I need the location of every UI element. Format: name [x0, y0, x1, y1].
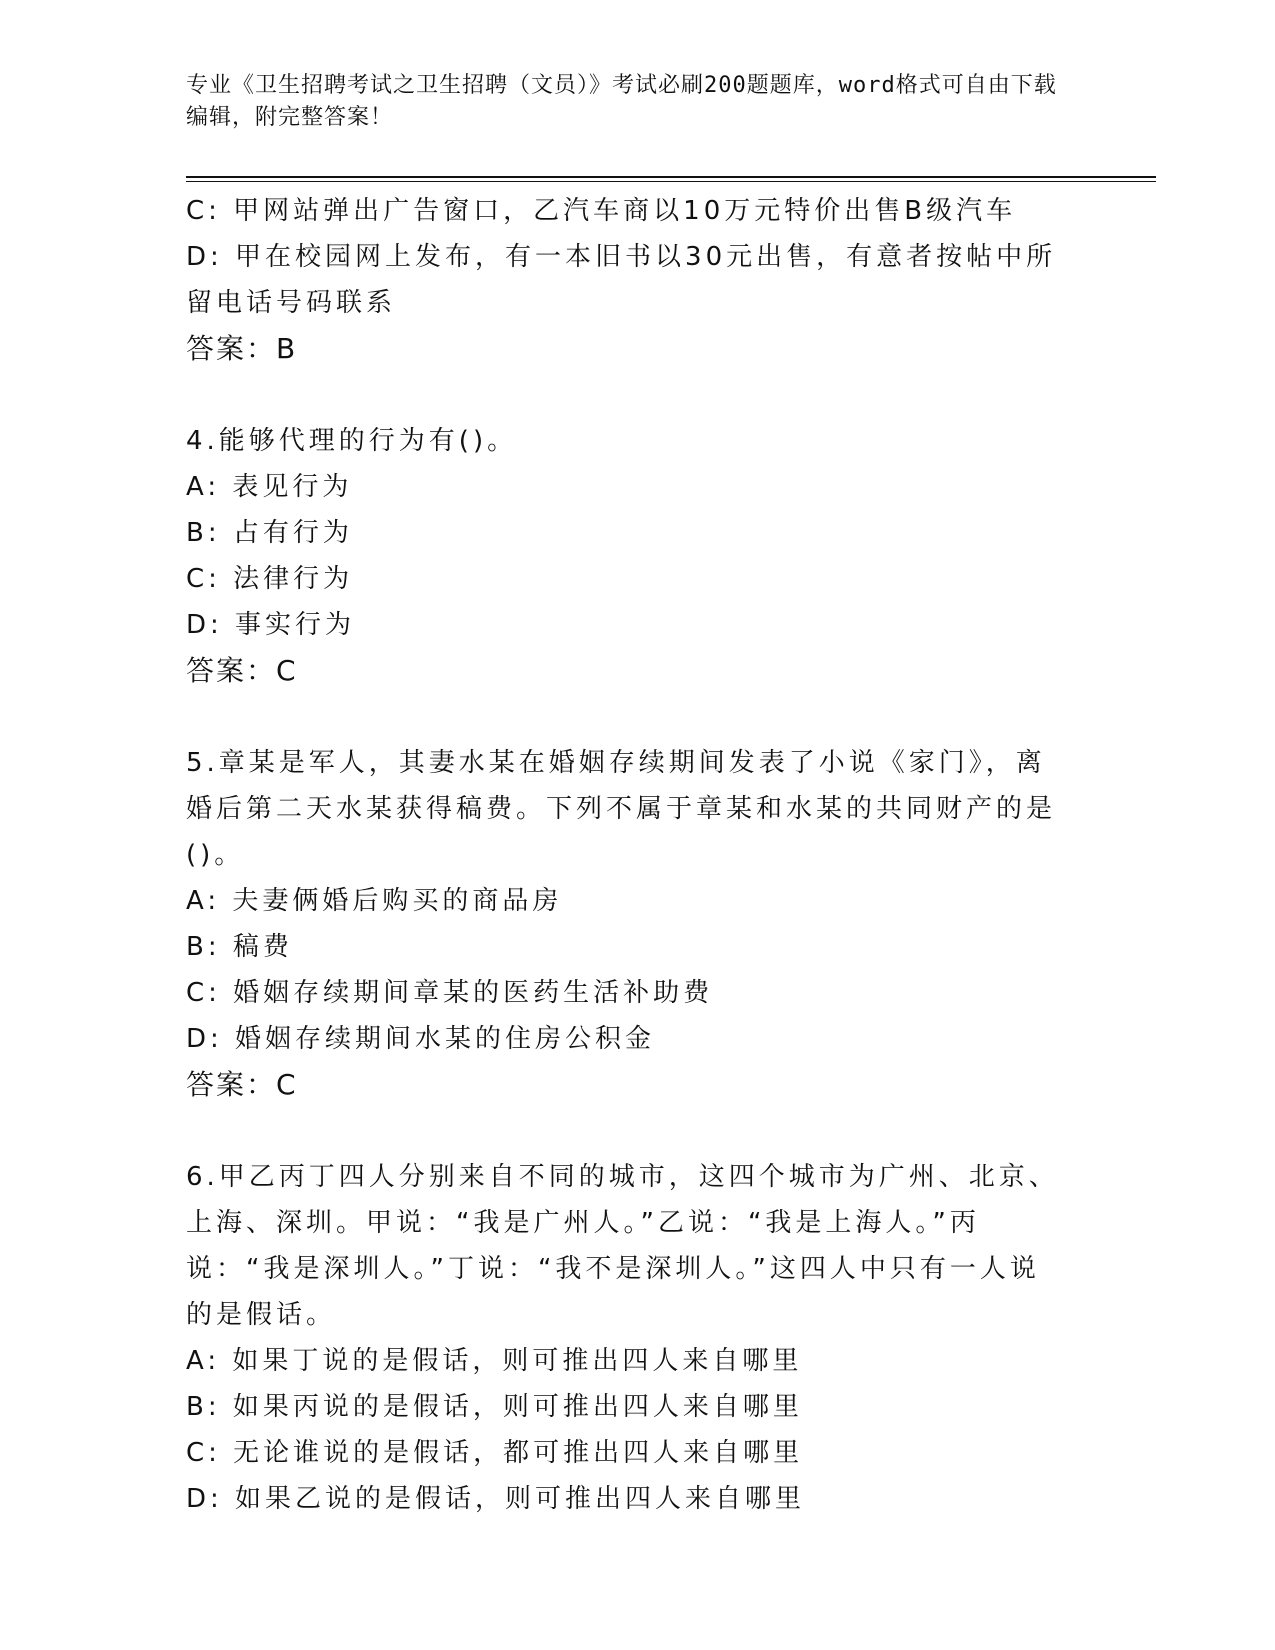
question-stem: 4.能够代理的行为有()。	[186, 426, 518, 456]
spacer	[186, 372, 1066, 418]
option-a: A: 如果丁说的是假话，则可推出四人来自哪里	[186, 1346, 803, 1376]
answer-line: 答案：C	[186, 1068, 298, 1101]
option-a: A: 表见行为	[186, 472, 353, 502]
header-divider-thick	[186, 176, 1156, 178]
option-c: C: 法律行为	[186, 564, 354, 594]
option-d: D: 甲在校园网上发布，有一本旧书以30元出售，有意者按帖中所留电话号码联系	[186, 242, 1057, 318]
option-b: B: 占有行为	[186, 518, 353, 548]
document-body	[186, 188, 1066, 1522]
option-c: C: 甲网站弹出广告窗口，乙汽车商以10万元特价出售B级汽车	[186, 196, 1017, 226]
question-4	[186, 418, 1066, 694]
answer-line: 答案：B	[186, 332, 298, 365]
answer-line: 答案：C	[186, 654, 298, 687]
spacer	[186, 1108, 1066, 1154]
option-c: C: 无论谁说的是假话，都可推出四人来自哪里	[186, 1438, 804, 1468]
option-c: C: 婚姻存续期间章某的医药生活补助费	[186, 978, 714, 1008]
option-b: B: 稿费	[186, 932, 293, 962]
question-3-continued	[186, 188, 1066, 372]
header-divider-thin	[186, 181, 1156, 182]
header-text: 专业《卫生招聘考试之卫生招聘（文员）》考试必刷200题题库，word格式可自由下载编辑，附完整答案！	[186, 73, 1057, 130]
question-5	[186, 740, 1066, 1108]
question-stem: 6.甲乙丙丁四人分别来自不同的城市，这四个城市为广州、北京、上海、深圳。甲说：“我是广州人。”乙说：“我是上海人。”丙说：“我是深圳人。”丁说：“我不是深圳人。”这四人中只有一人说的是假话。	[186, 1162, 1059, 1330]
option-d: D: 婚姻存续期间水某的住房公积金	[186, 1024, 656, 1054]
question-stem: 5.章某是军人，其妻水某在婚姻存续期间发表了小说《家门》，离婚后第二天水某获得稿费。下列不属于章某和水某的共同财产的是()。	[186, 748, 1057, 870]
spacer	[186, 694, 1066, 740]
document-header	[186, 70, 1066, 134]
option-a: A: 夫妻俩婚后购买的商品房	[186, 886, 563, 916]
option-b: B: 如果丙说的是假话，则可推出四人来自哪里	[186, 1392, 803, 1422]
option-d: D: 如果乙说的是假话，则可推出四人来自哪里	[186, 1484, 806, 1514]
question-6	[186, 1154, 1066, 1522]
option-d: D: 事实行为	[186, 610, 356, 640]
